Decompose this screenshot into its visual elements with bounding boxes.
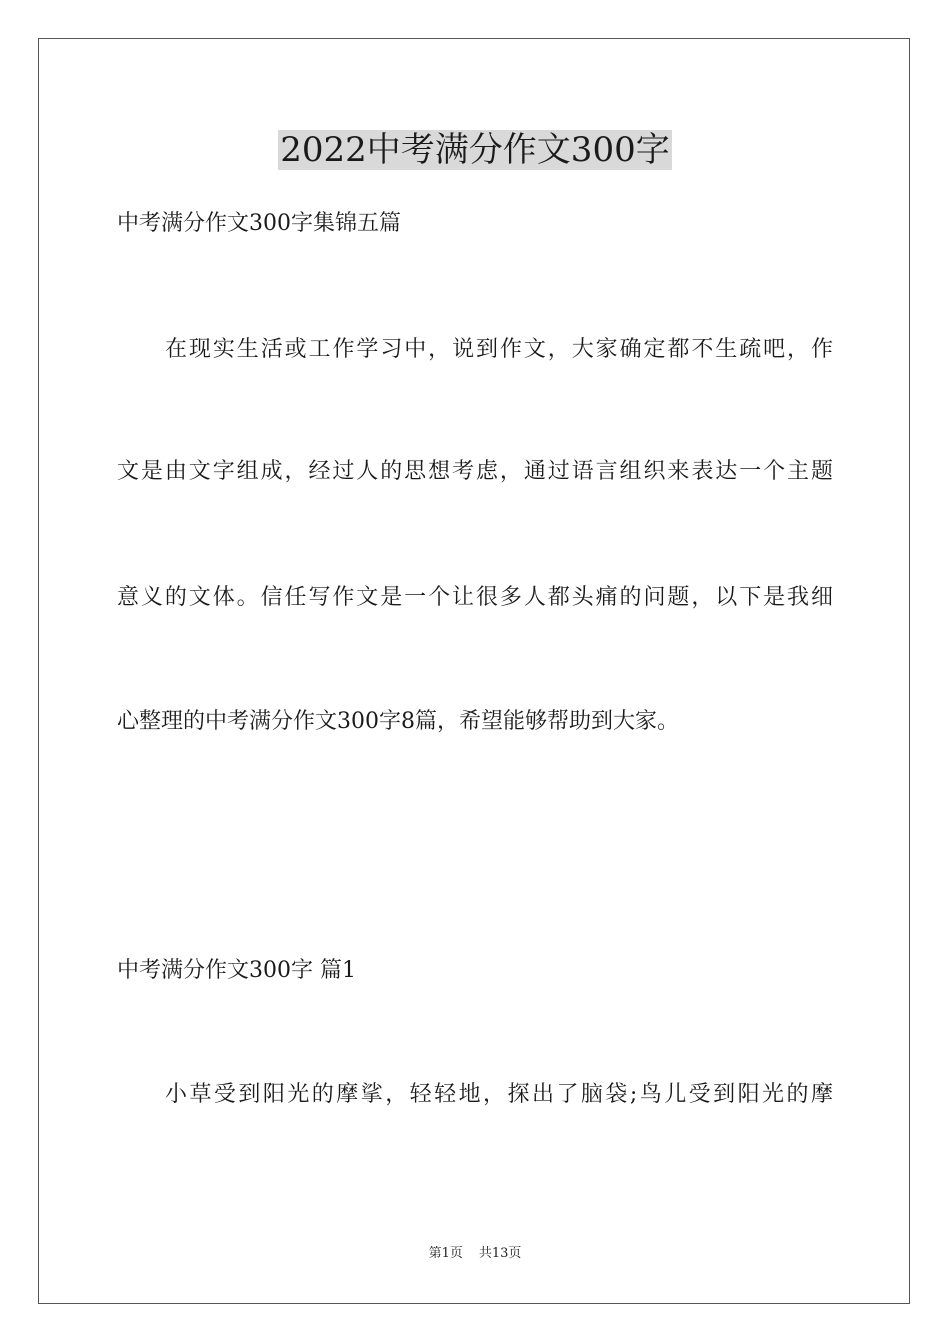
intro-line-2: 文是由文字组成，经过人的思想考虑，通过语言组织来表达一个主题 (117, 459, 833, 484)
page-footer (0, 1245, 950, 1263)
intro-line-3: 意义的文体。信任写作文是一个让很多人都头痛的问题，以下是我细 (117, 585, 833, 610)
document-title (0, 126, 950, 174)
intro-line-1: 在现实生活或工作学习中，说到作文，大家确定都不生疏吧，作 (165, 337, 833, 362)
footer-page-number: 第1页 (428, 1246, 463, 1261)
footer-total-pages: 共13页 (478, 1246, 522, 1261)
document-title-text: 2022中考满分作文300字 (280, 130, 670, 170)
section-heading: 中考满分作文300字 篇1 (117, 958, 356, 983)
document-subtitle: 中考满分作文300字集锦五篇 (117, 211, 401, 236)
section-line-1: 小草受到阳光的摩挲，轻轻地，探出了脑袋;鸟儿受到阳光的摩 (165, 1082, 833, 1107)
intro-line-4: 心整理的中考满分作文300字8篇，希望能够帮助到大家。 (117, 709, 679, 734)
